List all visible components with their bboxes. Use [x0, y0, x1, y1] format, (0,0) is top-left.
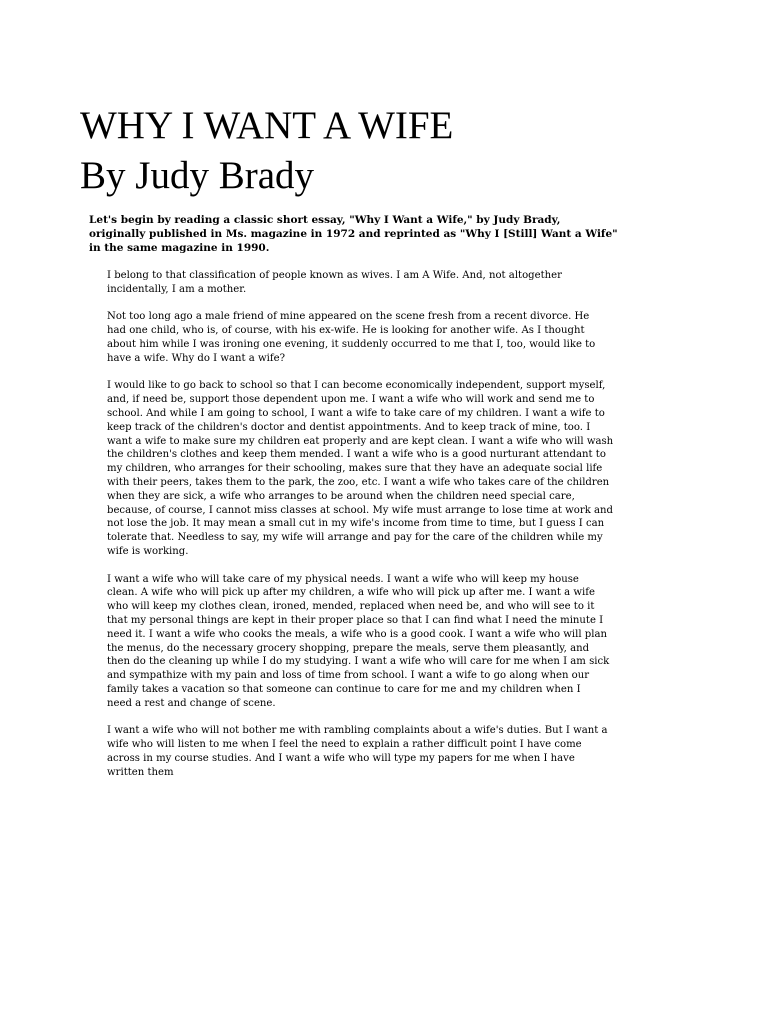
essay-line: incidentally, I am a mother. [107, 283, 247, 295]
essay-line: tolerate that. Needless to say, my wife will arrange and pay for the care of the children while my [107, 532, 603, 544]
essay-line: that my personal things are kept in their proper place so that I can find what I need the minute I [107, 614, 604, 626]
essay-paragraph [107, 573, 647, 711]
essay-line: and, if need be, support those dependent upon me. I want a wife who will work and send me to [107, 394, 595, 406]
title-line-1: WHY I WANT A WIFE [80, 104, 454, 147]
essay-line: I belong to that classification of people known as wives. I am A Wife. And, not altogether [107, 270, 562, 281]
essay-line: had one child, who is, of course, with his ex-wife. He is looking for another wife. As I thought [107, 325, 585, 337]
essay-line: want a wife to make sure my children eat properly and are kept clean. I want a wife who will wash [107, 435, 614, 447]
essay-line: written them [107, 766, 174, 778]
intro-line: in the same magazine in 1990. [89, 242, 270, 254]
essay-paragraph [107, 310, 647, 365]
essay-line: Not too long ago a male friend of mine appeared on the scene fresh from a recent divorce. He [107, 311, 590, 323]
essay-line: the children's clothes and keep them mended. I want a wife who is a good nurturant attendant to [107, 449, 606, 461]
essay-line: have a wife. Why do I want a wife? [107, 352, 285, 364]
essay-line: need it. I want a wife who cooks the meals, a wife who is a good cook. I want a wife who will plan [107, 628, 608, 640]
essay-line: my children, who arranges for their schooling, makes sure that they have an adequate social life [107, 463, 603, 475]
essay-line: about him while I was ironing one evening, it suddenly occurred to me that I, too, would like to [107, 338, 596, 350]
essay-line: the menus, do the necessary grocery shopping, prepare the meals, serve them pleasantly, and [107, 642, 590, 654]
essay-line: when they are sick, a wife who arranges to be around when the children need special care, [107, 490, 575, 502]
essay-line: across in my course studies. And I want a wife who will type my papers for me when I have [107, 752, 575, 764]
essay-line: wife who will listen to me when I feel the need to explain a rather difficult point I have come [107, 739, 582, 751]
essay-line: then do the cleaning up while I do my studying. I want a wife who will care for me when I am sick [107, 656, 610, 668]
essay-line: wife is working. [107, 545, 189, 557]
document-title [80, 101, 453, 201]
essay-line: keep track of the children's doctor and dentist appointments. And to keep track of mine, too. I [107, 421, 591, 433]
essay-body [107, 269, 647, 793]
essay-paragraph [107, 269, 647, 297]
title-line-2-byline: By Judy Brady [80, 154, 314, 197]
essay-line: I would like to go back to school so that I can become economically independent, support myself, [107, 380, 606, 392]
essay-paragraph [107, 724, 647, 779]
essay-line: and sympathize with my pain and loss of time from school. I want a wife to go along when our [107, 670, 590, 682]
essay-line: because, of course, I cannot miss classes at school. My wife must arrange to lose time at work and [107, 504, 613, 516]
essay-line: need a rest and change of scene. [107, 697, 276, 709]
intro-line: Let's begin by reading a classic short essay, "Why I Want a Wife," by Judy Brady, [89, 214, 561, 226]
essay-line: family takes a vacation so that someone can continue to care for me and my children when I [107, 683, 581, 695]
essay-line: with their peers, takes them to the park, the zoo, etc. I want a wife who takes care of the children [107, 476, 610, 488]
essay-line: I want a wife who will take care of my physical needs. I want a wife who will keep my house [107, 573, 579, 585]
essay-line: not lose the job. It may mean a small cut in my wife's income from time to time, but I guess I can [107, 518, 605, 530]
essay-line: I want a wife who will not bother me with rambling complaints about a wife's duties. But I want a [107, 725, 608, 737]
essay-line: school. And while I am going to school, I want a wife to take care of my children. I want a wife to [107, 407, 605, 419]
intro-paragraph [89, 213, 618, 255]
essay-line: clean. A wife who will pick up after my children, a wife who will pick up after me. I want a wife [107, 587, 595, 599]
essay-paragraph [107, 379, 647, 558]
essay-line: who will keep my clothes clean, ironed, mended, replaced when need be, and who will see to it [107, 601, 595, 613]
intro-line: originally published in Ms. magazine in 1972 and reprinted as "Why I [Still] Want a Wife" [89, 228, 618, 240]
